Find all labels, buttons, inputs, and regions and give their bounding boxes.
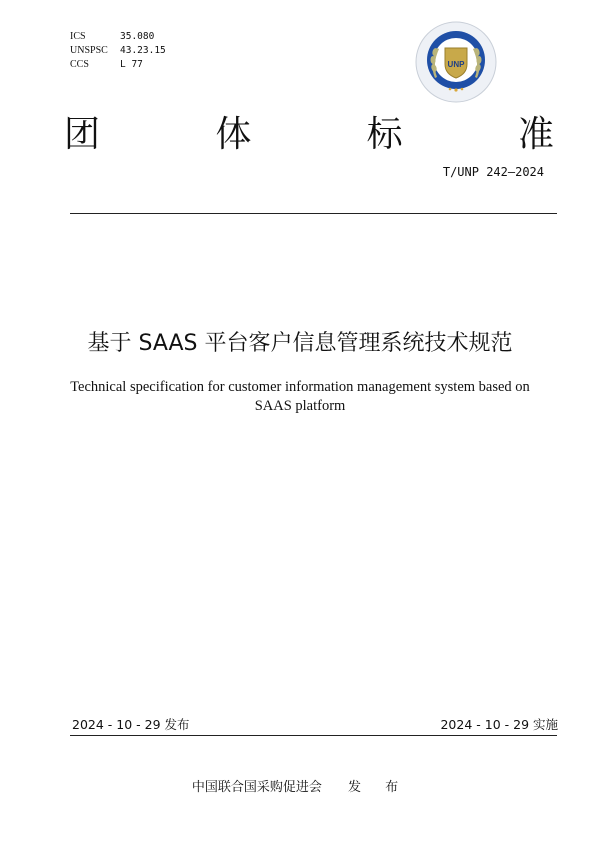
unp-seal-icon [414,20,498,104]
publish-date: 2024 - 10 - 29 发布 [72,717,190,732]
unspsc-label: UNSPSC [70,45,108,56]
ccs-value: L 77 [120,59,143,70]
standard-type-char: 体 [215,114,252,155]
implement-date: 2024 - 10 - 29 实施 [440,717,558,732]
ccs-label: CCS [70,59,89,70]
issuer-name: 中国联合国采购促进会 [191,780,322,795]
issuer-action: 发 布 [347,780,409,795]
title-english-line: SAAS platform [254,398,346,414]
ics-row [70,30,166,44]
bottom-divider [70,735,557,736]
ccs-row [70,58,166,72]
title-chinese: 基于 SAAS 平台客户信息管理系统技术规范 [87,331,513,356]
standard-number: T/UNP 242—2024 [442,165,544,179]
unp-logo [414,20,498,104]
ics-value: 35.080 [120,31,155,42]
standard-type-char: 团 [64,114,101,155]
title-english-line: Technical specification for customer information management system based on [70,379,530,395]
standard-type-char: 标 [366,114,403,155]
unspsc-value: 43.23.15 [120,45,166,56]
logo-text: UNP [447,60,465,69]
title-english [60,378,540,416]
top-divider [70,213,557,214]
ics-label: ICS [70,31,86,42]
issuer-line [0,776,600,795]
standard-type-heading [64,106,554,157]
standard-type-char: 准 [517,114,554,155]
classification-block [70,30,166,72]
unspsc-row [70,44,166,58]
